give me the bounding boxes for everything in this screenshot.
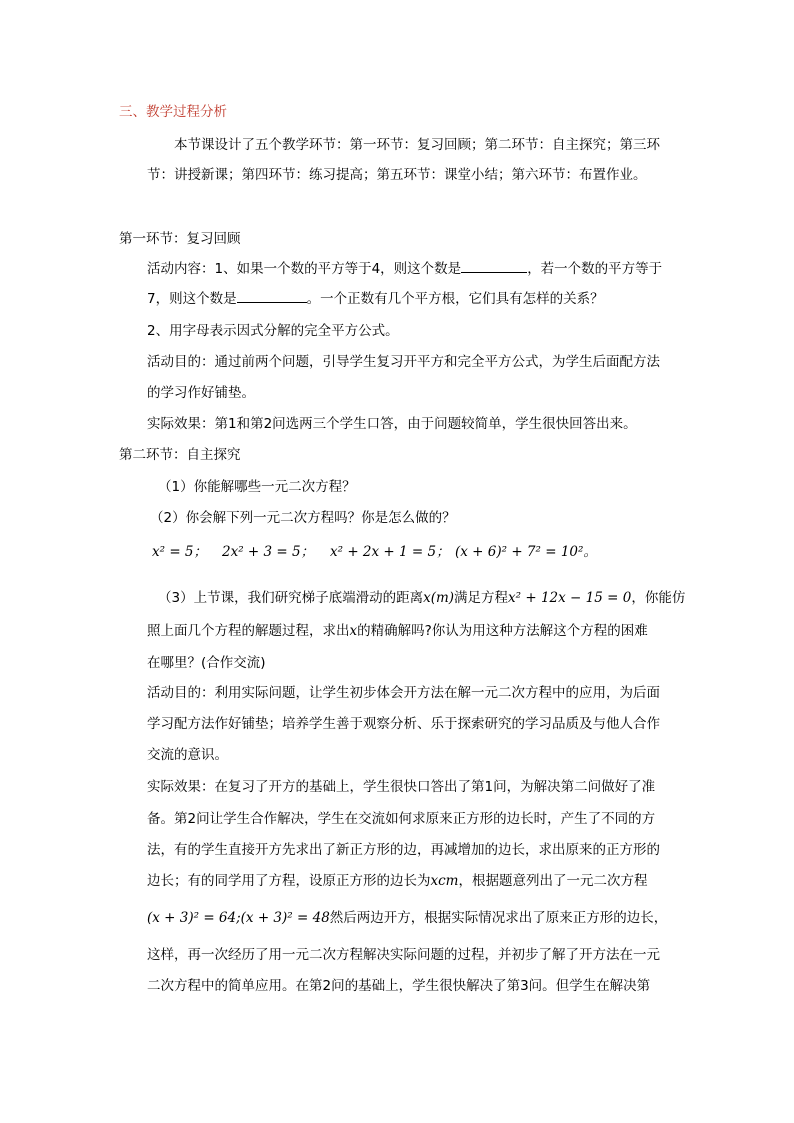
- part1-line-4: 活动目的：通过前两个问题，引导学生复习开平方和完全平方公式，为学生后面配方法: [147, 354, 660, 370]
- result-line-4: 边长；有的同学用了方程，设原正方形的边长为xcm，根据题意列出了一元二次方程: [147, 873, 648, 889]
- part1-line-1: 活动内容：1、如果一个数的平方等于4，则这个数是 ，若一个数的平方等于: [147, 261, 663, 277]
- answer-blank-2: [237, 290, 307, 303]
- intro-line-1: 本节课设计了五个教学环节：第一环节：复习回顾；第二环节：自主探究；第三环: [174, 137, 660, 153]
- equation-1: x² = 5；: [152, 544, 208, 560]
- question-3-line-2: 照上面几个方程的解题过程，求出x的精确解吗?你认为用这种方法解这个方程的困难: [147, 623, 648, 639]
- question-1: （1）你能解哪些一元二次方程？: [158, 479, 356, 495]
- part1-line-6: 实际效果：第1和第2问选两三个学生口答，由于问题较简单，学生很快回答出来。: [147, 416, 637, 432]
- equation-4: (x + 6)² + 7² = 10²。: [455, 544, 597, 560]
- result-line-7: 二次方程中的简单应用。在第2问的基础上，学生很快解决了第3问。但学生在解决第: [147, 978, 651, 994]
- part1-line-5: 的学习作好铺垫。: [147, 385, 255, 401]
- result-line-6: 这样，再一次经历了用一元二次方程解决实际问题的过程，并初步了解了开方法在一元: [147, 947, 660, 963]
- part1-title: 第一环节：复习回顾: [119, 231, 241, 247]
- equation-3: x² + 2x + 1 = 5；: [330, 544, 450, 560]
- equation-2: 2x² + 3 = 5；: [222, 544, 315, 560]
- question-3-line-3: 在哪里？(合作交流): [147, 655, 266, 671]
- purpose-line-1: 活动目的：利用实际问题，让学生初步体会开方法在解一元二次方程中的应用，为后面: [147, 685, 660, 701]
- result-line-3: 法，有的学生直接开方先求出了新正方形的边，再减增加的边长，求出原来的正方形的: [147, 842, 660, 858]
- intro-line-2: 节：讲授新课；第四环节：练习提高；第五环节：课堂小结；第六环节：布置作业。: [147, 167, 647, 183]
- section-heading: 三、教学过程分析: [119, 104, 227, 120]
- question-3-line-1: （3）上节课，我们研究梯子底端滑动的距离x(m)满足方程x² + 12x − 15 = 0，你能仿: [158, 590, 686, 606]
- purpose-line-2: 学习配方法作好铺垫；培养学生善于观察分析、乐于探索研究的学习品质及与他人合作: [147, 716, 660, 732]
- result-line-1: 实际效果：在复习了开方的基础上，学生很快口答出了第1问，为解决第二问做好了准: [147, 779, 656, 795]
- result-line-5: (x + 3)² = 64;(x + 3)² = 48然后两边开方，根据实际情况求出了原来正方形的边长，: [147, 910, 668, 926]
- part2-title: 第二环节：自主探究: [119, 447, 241, 463]
- part1-line-2: 7，则这个数是 。一个正数有几个平方根，它们具有怎样的关系？: [147, 291, 604, 307]
- purpose-line-3: 交流的意识。: [147, 747, 228, 763]
- question-2: （2）你会解下列一元二次方程吗？你是怎么做的？: [150, 510, 456, 526]
- result-line-2: 备。第2问让学生合作解决，学生在交流如何求原来正方形的边长时，产生了不同的方: [147, 811, 656, 827]
- answer-blank-1: [461, 260, 527, 273]
- part1-line-3: 2、用字母表示因式分解的完全平方公式。: [147, 323, 399, 339]
